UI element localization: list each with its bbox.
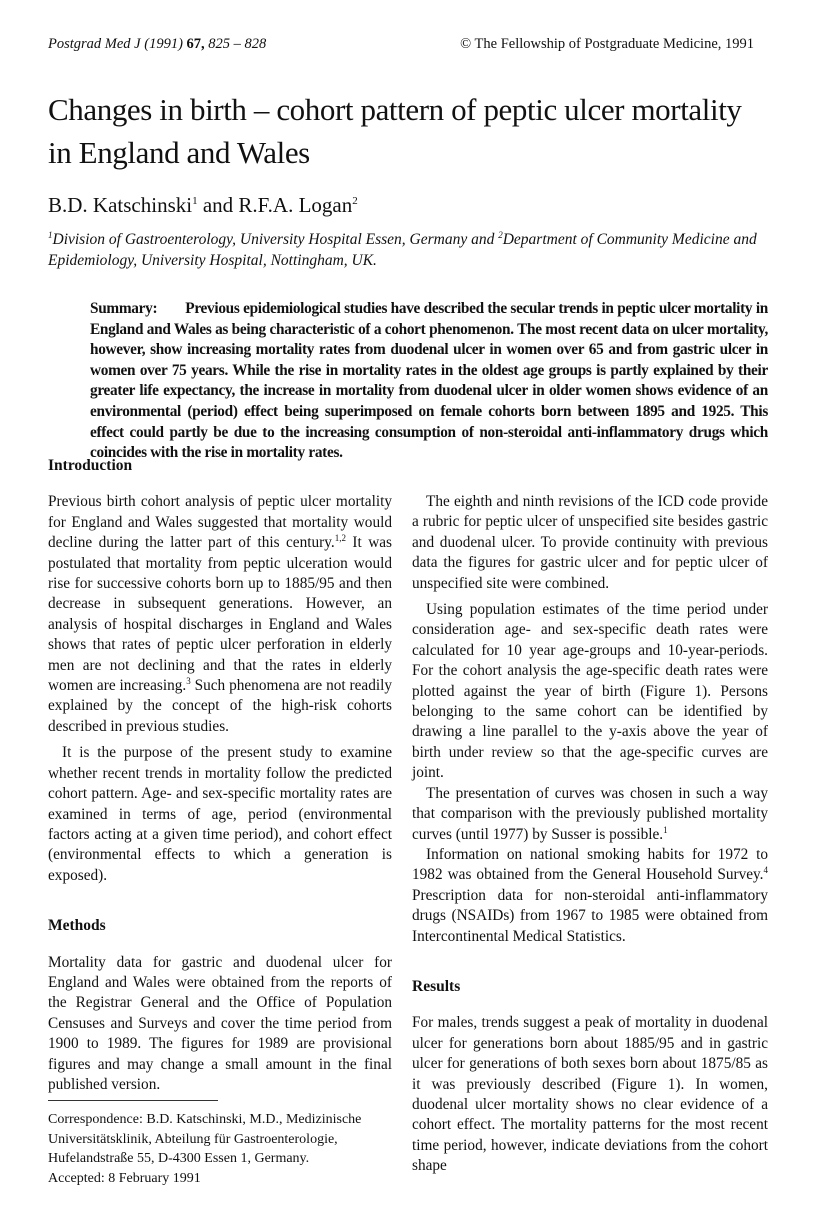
summary bbox=[90, 299, 768, 464]
methods-paragraph-1: Mortality data for gastric and duodenal ulcer for England and Wales were obtained from the reports of the Registrar General and the Office of Population Censuses and Surveys and cover the time period from 1900 to 1989. The figures for 1989 are provisional figures and may change a small amount in the final published version. bbox=[48, 953, 392, 1093]
authors bbox=[48, 193, 358, 218]
affil-1: Division of Gastroenterology, University Hospital Essen, Germany and bbox=[52, 231, 499, 248]
authors-and: and bbox=[197, 193, 239, 217]
correspondence bbox=[48, 1110, 392, 1188]
journal-pages: 825 – 828 bbox=[208, 36, 267, 52]
methods-paragraph-4 bbox=[412, 784, 768, 845]
text: Previous birth cohort analysis of peptic ulcer mortality for England and Wales suggested that mortality would decline during the latter part of this century. bbox=[48, 493, 392, 552]
right-column bbox=[412, 492, 768, 1177]
affiliations bbox=[48, 229, 768, 271]
affil-2: Department of Community Medicine and Epidemiology, University Hospital, Nottingham, UK. bbox=[48, 231, 757, 269]
citation: 4 bbox=[763, 865, 768, 876]
intro-paragraph-2: It is the purpose of the present study to examine whether recent trends in mortality follow the predicted cohort pattern. Age- and sex-specific mortality rates are examined in terms of age, period (environmental factors acting at a given time period), and cohort effect (environmental effects to which a generation is exposed). bbox=[48, 744, 392, 884]
text: Such phenomena are not readily explained by the concept of the high-risk cohorts described in previous studies. bbox=[48, 677, 392, 735]
affil-2-sup: 2 bbox=[498, 229, 503, 240]
citation: 1,2 bbox=[334, 533, 346, 544]
text: It was postulated that mortality from peptic ulceration would rise for successive cohorts born up to 1885/95 and then decrease in subsequent generations. However, an analysis of hospital discharges in England and Wales shows that rates of peptic ulcer perforation in elderly men are not declining and that the rates in elderly women are increasing. bbox=[48, 534, 392, 695]
intro-paragraph-1 bbox=[48, 492, 392, 737]
author-1: B.D. Katschinski bbox=[48, 193, 193, 217]
author-1-sup: 1 bbox=[192, 195, 198, 207]
results-paragraph-1: For males, trends suggest a peak of mortality in duodenal ulcer for generations born about 1885/95 and in gastric ulcer for generations of both sexes born about 1875/85 as it was previously described (Figure 1). In women, duodenal ulcer mortality shows no clear evidence of a cohort effect. The mortality patterns for the most recent time period, however, indicate deviations from the cohort shape bbox=[412, 1014, 768, 1175]
left-column bbox=[48, 456, 392, 1095]
results-heading: Results bbox=[412, 977, 461, 995]
journal-citation bbox=[48, 36, 266, 53]
accepted-date: Accepted: 8 February 1991 bbox=[48, 1170, 201, 1186]
methods-paragraph-5 bbox=[412, 845, 768, 947]
citation: 1 bbox=[663, 824, 668, 835]
methods-paragraph-2: The eighth and ninth revisions of the ICD code provide a rubric for peptic ulcer of unspecified site besides gastric and duodenal ulcer. To provide continuity with previous data the figures for gastric ulcer and for peptic ulcer of unspecified site were combined. bbox=[412, 493, 768, 592]
footnote-divider bbox=[48, 1100, 218, 1101]
copyright: © The Fellowship of Postgraduate Medicine, 1991 bbox=[460, 36, 754, 52]
affil-1-sup: 1 bbox=[48, 229, 53, 240]
summary-text: Previous epidemiological studies have described the secular trends in peptic ulcer mortality in England and Wales as being characteristic of a cohort phenomenon. The most recent data on ulcer mortality, however, show increasing mortality rates from duodenal ulcer in women over 65 and from gastric ulcer in women over 75 years. While the rise in mortality rates in the oldest age groups is partly explained by their greater life expectancy, the increase in mortality from duodenal ulcer in older women shows evidence of an environmental (period) effect being superimposed on female cohorts born between 1895 and 1925. This effect could partly be due to the increasing consumption of non-steroidal anti-inflammatory drugs which coincides with the rise in mortality rates. bbox=[90, 300, 768, 462]
methods-heading: Methods bbox=[48, 917, 106, 935]
correspondence-text: Correspondence: B.D. Katschinski, M.D., Medizinische Universitätsklinik, Abteilung für Gastroenterologie, Hufelandstraße 55, D-4300 Essen 1, Germany. bbox=[48, 1112, 362, 1166]
introduction-heading: Introduction bbox=[48, 457, 133, 474]
journal-volume: 67, bbox=[186, 36, 205, 52]
summary-label: Summary: bbox=[90, 300, 158, 317]
citation: 3 bbox=[186, 675, 191, 686]
paper-title: Changes in birth – cohort pattern of peptic ulcer mortality in England and Wales bbox=[48, 92, 742, 170]
author-2-sup: 2 bbox=[352, 195, 358, 207]
text: The presentation of curves was chosen in such a way that comparison with the previously published mortality curves (until 1977) by Susser is possible. bbox=[412, 784, 768, 843]
author-2: R.F.A. Logan bbox=[238, 193, 353, 217]
journal-year: (1991) bbox=[144, 36, 183, 52]
text: Prescription data for non-steroidal anti-inflammatory drugs (NSAIDs) from 1967 to 1985 were obtained from Intercontinental Medical Statistics. bbox=[412, 886, 768, 945]
journal-name: Postgrad Med J bbox=[48, 36, 141, 52]
text: Information on national smoking habits for 1972 to 1982 was obtained from the General Household Survey. bbox=[412, 845, 768, 884]
methods-paragraph-3: Using population estimates of the time period under consideration age- and sex-specific death rates were calculated for 10 year age-groups and 10-year-periods. For the cohort analysis the age-specific death rates were plotted against the year of birth (Figure 1). Persons belonging to the same cohort can be identified by drawing a line parallel to the y-axis above the year of birth under review so that the age-specific curves are joint. bbox=[412, 601, 768, 782]
